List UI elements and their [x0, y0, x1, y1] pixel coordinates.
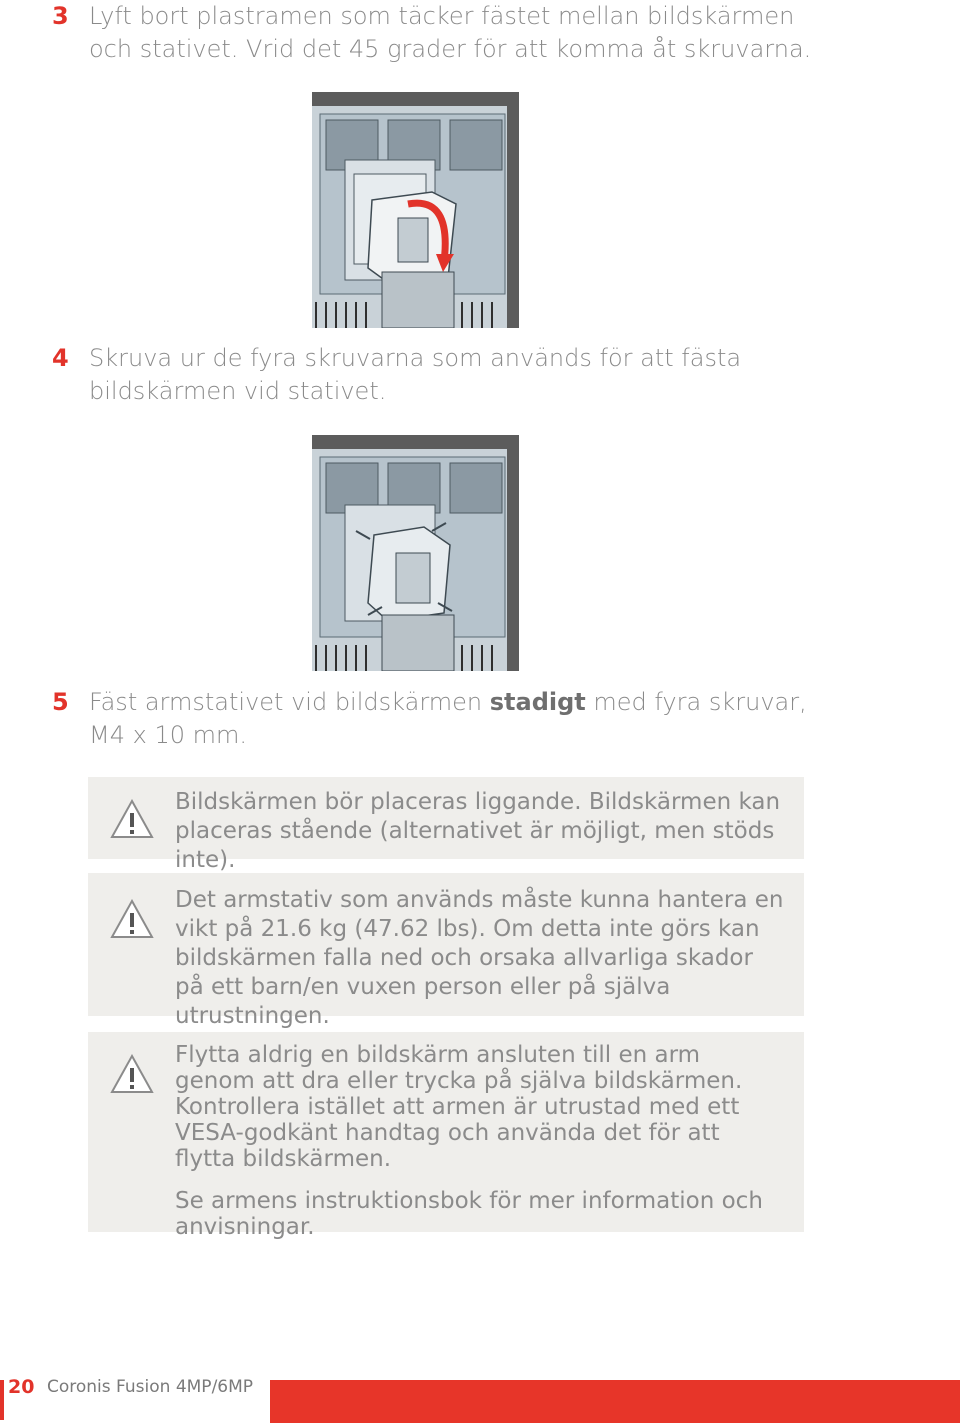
page-number: 20 [8, 1376, 35, 1398]
step-text: Skruva ur de fyra skruvarna som används för att fästa bildskärmen vid stativet. [89, 344, 742, 405]
warning-icon [110, 1054, 154, 1094]
step-number: 3 [52, 2, 69, 30]
warning-box [88, 777, 804, 873]
step-text: Fäst armstativet vid bildskärmen stadigt med fyra skruvar, M4 x 10 mm. [89, 688, 807, 749]
warning-paragraph: Se armens instruktionsbok för mer information och anvisningar. [175, 1188, 763, 1240]
illustration-remove-screws [312, 435, 519, 671]
warning-icon [110, 799, 154, 839]
footer-title: Coronis Fusion 4MP/6MP [47, 1377, 254, 1397]
warning-paragraph: Flytta aldrig en bildskärm ansluten till en arm genom att dra eller trycka på själva bildskärmen. Kontrollera istället att armen är utrustad med ett VESA-godkänt handtag och använda det för att flytta bildskärmen. [175, 1042, 743, 1172]
footer-bar [270, 1380, 960, 1423]
step-number: 4 [52, 344, 69, 372]
warning-box [88, 1032, 804, 1240]
step-5 [52, 686, 822, 752]
step-4 [52, 342, 822, 408]
warning-box [88, 873, 804, 1029]
emphasis: stadigt [489, 688, 586, 716]
warning-text: Det armstativ som används måste kunna hantera en vikt på 21.6 kg (47.62 lbs). Om detta inte görs kan bildskärmen falla ned och orsaka allvarliga skador på ett barn/en vuxen person eller på själva utrustningen. [175, 887, 784, 1029]
warning-icon [110, 899, 154, 939]
step-number: 5 [52, 688, 69, 716]
footer-marker [0, 1380, 4, 1420]
step-text: Lyft bort plastramen som täcker fästet mellan bildskärmen och stativet. Vrid det 45 grader för att komma åt skruvarna. [89, 2, 812, 63]
warning-text [175, 1042, 804, 1240]
illustration-rotate-cover [312, 92, 519, 328]
warning-text: Bildskärmen bör placeras liggande. Bildskärmen kan placeras stående (alternativet är möjligt, men stöds inte). [175, 789, 781, 873]
step-3 [52, 0, 822, 66]
